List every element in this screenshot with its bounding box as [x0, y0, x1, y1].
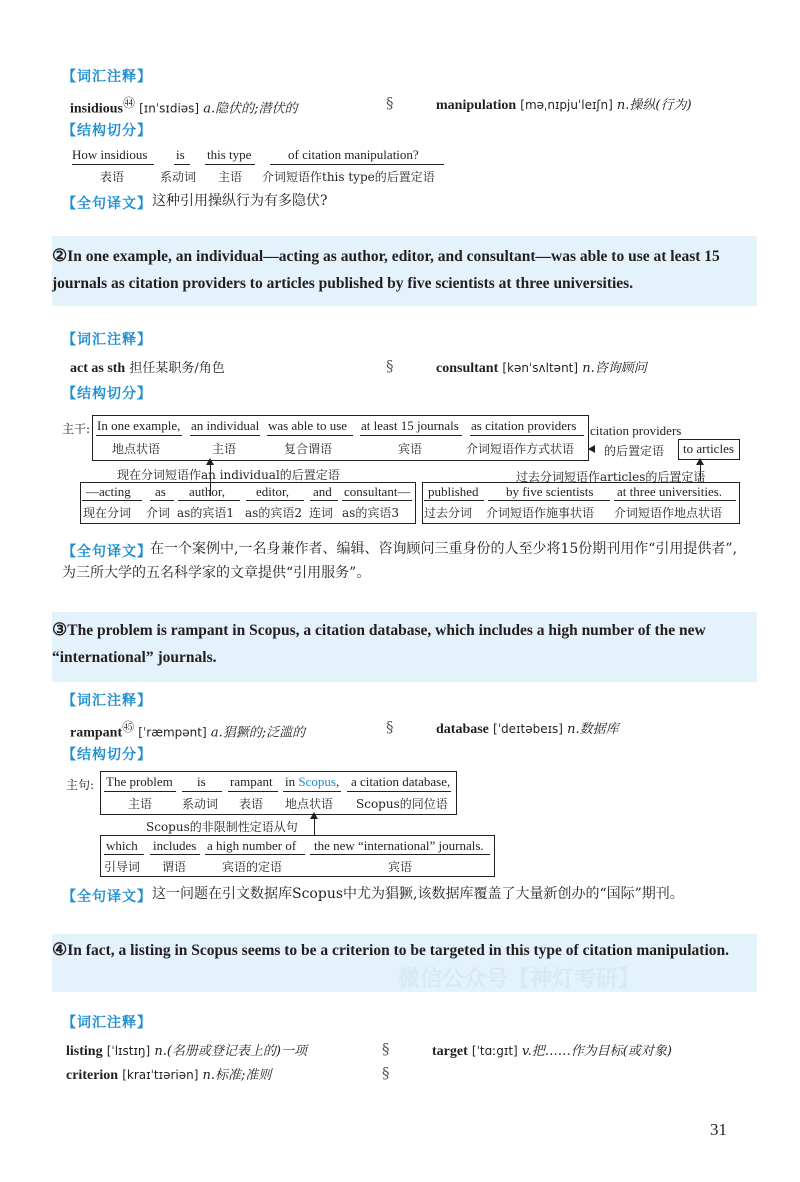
vocab-entry-criterion: criterion [kraɪˈtɪəriən] n.标准;准则: [66, 1068, 272, 1083]
vocab-entry-rampant: rampant$^㊺$ [ˈræmpənt] a.猖獗的;泛滥的: [70, 720, 306, 741]
chunk: a citation database,: [351, 774, 451, 789]
sentence-4: ④In fact, a listing in Scopus seems to be a criterion to be targeted in this type of citation manipulation.: [52, 940, 729, 960]
role: 主语: [128, 797, 153, 811]
separator-icon: §: [386, 357, 394, 375]
role: 过去分词: [424, 506, 473, 520]
chunk: is: [176, 147, 185, 162]
separator-icon: §: [382, 1064, 390, 1082]
vocab-word: insidious: [70, 101, 123, 117]
chunk: includes: [153, 838, 197, 853]
role: 宾语: [388, 860, 413, 874]
chunk: was able to use: [268, 418, 348, 433]
sentence-2: ②In one example, an individual—acting as author, editor, and consultant—was able to use at least 15 journals as citation providers to articles published by five scientists at three universities.: [52, 246, 720, 292]
vocab-entry-listing: listing [ˈlɪstɪŋ] n.(名册或登记表上的)一项: [66, 1044, 307, 1059]
role: 介词短语作地点状语: [614, 506, 723, 520]
chunk: The problem: [106, 774, 173, 789]
chunk: editor,: [256, 484, 290, 499]
role: 表语: [100, 170, 125, 184]
chunk: author,: [189, 484, 225, 499]
chunk: an individual: [191, 418, 260, 433]
chunk: at least 15 journals: [361, 418, 459, 433]
role: 表语: [239, 797, 264, 811]
role: 连词: [309, 506, 334, 520]
note: 过去分词短语作articles的后置定语: [516, 470, 706, 484]
chunk: as citation providers: [471, 418, 577, 433]
role: 系动词: [160, 170, 197, 184]
vocab-entry-database: database [ˈdeɪtəbeɪs] n.数据库: [436, 722, 619, 737]
chunk: this type: [207, 147, 252, 162]
chunk: consultant—: [344, 484, 411, 499]
translation: 这一问题在引文数据库Scopus中尤为猖獗,该数据库覆盖了大量新创办的“国际”期刊。: [152, 886, 684, 902]
chunk: in Scopus,: [285, 774, 340, 789]
translation: 这种引用操纵行为有多隐伏?: [152, 193, 328, 209]
vocab-entry-act-as: act as sth 担任某职务/角色: [70, 361, 225, 376]
vocab-entry-target: target [ˈtɑːgɪt] v.把……作为目标(或对象): [432, 1044, 672, 1059]
role: 宾语: [398, 442, 423, 456]
chunk: In one example,: [97, 418, 181, 433]
role: as的宾语3: [342, 506, 399, 520]
role: as的宾语2: [245, 506, 302, 520]
role: 复合谓语: [284, 442, 333, 456]
sentence-3: ③The problem is rampant in Scopus, a citation database, which includes a high number of the new “international” journals.: [52, 620, 706, 666]
chunk: which: [106, 838, 138, 853]
separator-icon: §: [386, 94, 394, 112]
vocab-entry-manipulation: manipulation [məˌnɪpjuˈleɪʃn] n.操纵(行为): [436, 98, 692, 113]
struct-label: 【结构切分】: [62, 123, 152, 139]
chunk: at three universities.: [617, 484, 723, 499]
watermark: 微信公众号【神灯考研】: [398, 967, 641, 992]
chunk: rampant: [230, 774, 273, 789]
role: 主语: [212, 442, 237, 456]
chunk: published: [428, 484, 479, 499]
role: Scopus的同位语: [356, 797, 448, 811]
role: 介词短语作this type的后置定语: [262, 170, 435, 184]
vocab-label: 【词汇注释】: [62, 1015, 152, 1031]
role: 地点状语: [112, 442, 161, 456]
main-label: 主干:: [62, 422, 91, 436]
chunk: by five scientists: [506, 484, 594, 499]
vocab-entry-consultant: consultant [kənˈsʌltənt] n.咨询顾问: [436, 361, 647, 376]
note: Scopus的非限制性定语从句: [146, 820, 298, 834]
chunk: to articles: [683, 441, 734, 456]
role: 介词短语作施事状语: [486, 506, 595, 520]
role: 介词短语作方式状语: [466, 442, 575, 456]
struct-label: 【结构切分】: [62, 386, 152, 402]
chunk: How insidious: [72, 147, 148, 162]
chunk: is: [197, 774, 206, 789]
chunk: —acting: [86, 484, 131, 499]
translation: 在一个案例中,一名身兼作者、编辑、咨询顾问三重身份的人至少将15份期刊用作“引用提供者”,为三所大学的五名科学家的文章提供“引用服务”。: [62, 541, 738, 581]
main-label: 主句:: [66, 778, 95, 792]
role: 引导词: [104, 860, 141, 874]
vocab-entry-insidious: insidious$^㊹$ [ɪnˈsɪdiəs] a.隐伏的;潜伏的: [70, 96, 298, 117]
vocab-label: 【词汇注释】: [62, 332, 152, 348]
role: 宾语的定语: [222, 860, 283, 874]
role: 地点状语: [285, 797, 334, 811]
chunk: citation providers: [590, 423, 682, 438]
chunk: a high number of: [207, 838, 297, 853]
role: 介词: [146, 506, 171, 520]
role: 的后置定语: [604, 444, 665, 458]
role: as的宾语1: [177, 506, 234, 520]
role: 主语: [218, 170, 243, 184]
chunk: as: [155, 484, 166, 499]
page-number: 31: [710, 1120, 727, 1139]
chunk: the new “international” journals.: [314, 838, 484, 853]
role: 谓语: [162, 860, 187, 874]
trans-label: 【全句译文】: [62, 544, 152, 560]
struct-label: 【结构切分】: [62, 747, 152, 763]
vocab-label: 【词汇注释】: [62, 693, 152, 709]
role: 系动词: [182, 797, 219, 811]
vocab-label: 【词汇注释】: [62, 69, 152, 85]
chunk: and: [313, 484, 332, 499]
separator-icon: §: [386, 718, 394, 736]
role: 现在分词: [83, 506, 132, 520]
trans-label: 【全句译文】: [62, 889, 152, 905]
trans-label: 【全句译文】: [62, 196, 152, 212]
chunk: of citation manipulation?: [288, 147, 419, 162]
note: 现在分词短语作an individual的后置定语: [117, 468, 340, 482]
separator-icon: §: [382, 1040, 390, 1058]
